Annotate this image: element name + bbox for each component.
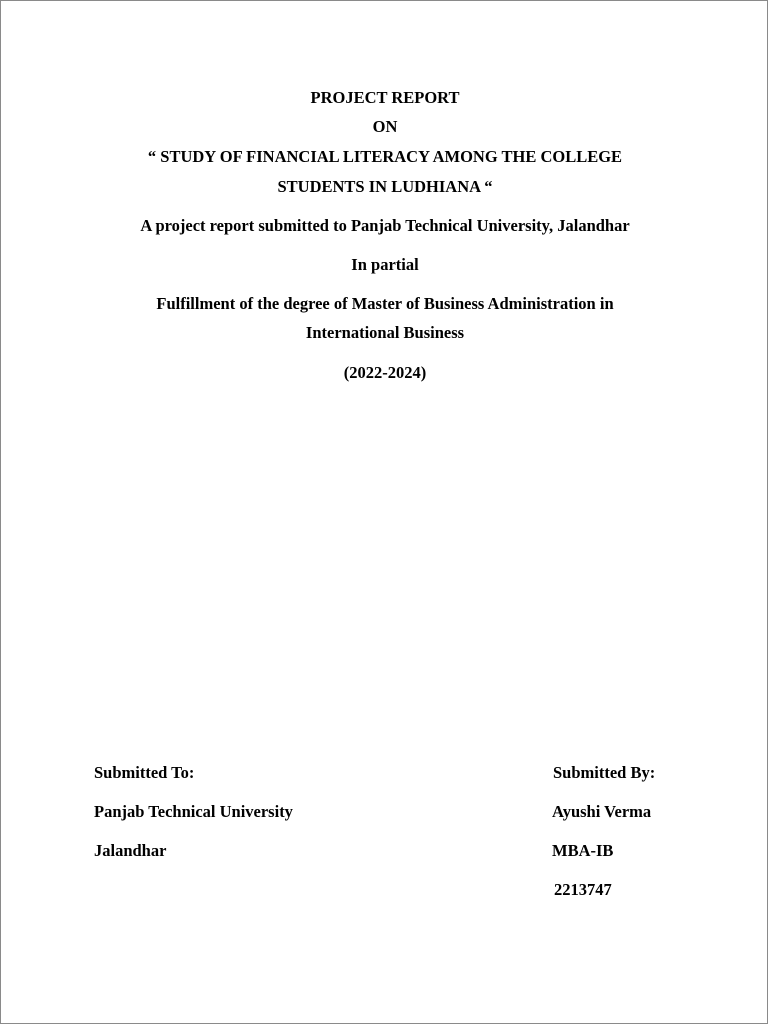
submitted-to-city: Jalandhar [94,841,167,860]
submitted-by-label: Submitted By: [553,763,656,782]
report-topic-line-1: “ STUDY OF FINANCIAL LITERACY AMONG THE COLLEGE [147,147,623,166]
report-heading: PROJECT REPORT [310,88,460,107]
fulfillment-line-1: Fulfillment of the degree of Master of Business Administration in [156,294,614,313]
submitted-to-institution: Panjab Technical University [94,802,293,821]
submitted-by-roll-number: 2213747 [554,880,612,899]
submitted-by-program: MBA-IB [552,841,614,860]
report-topic-line-2: STUDENTS IN LUDHIANA “ [277,177,493,196]
submitted-by-name: Ayushi Verma [552,802,652,821]
fulfillment-line-2: International Business [305,323,465,342]
in-partial-text: In partial [351,255,419,274]
report-on: ON [372,117,398,136]
submission-statement: A project report submitted to Panjab Technical University, Jalandhar [140,216,630,235]
submitted-to-label: Submitted To: [94,763,195,782]
session-years: (2022-2024) [343,363,427,382]
